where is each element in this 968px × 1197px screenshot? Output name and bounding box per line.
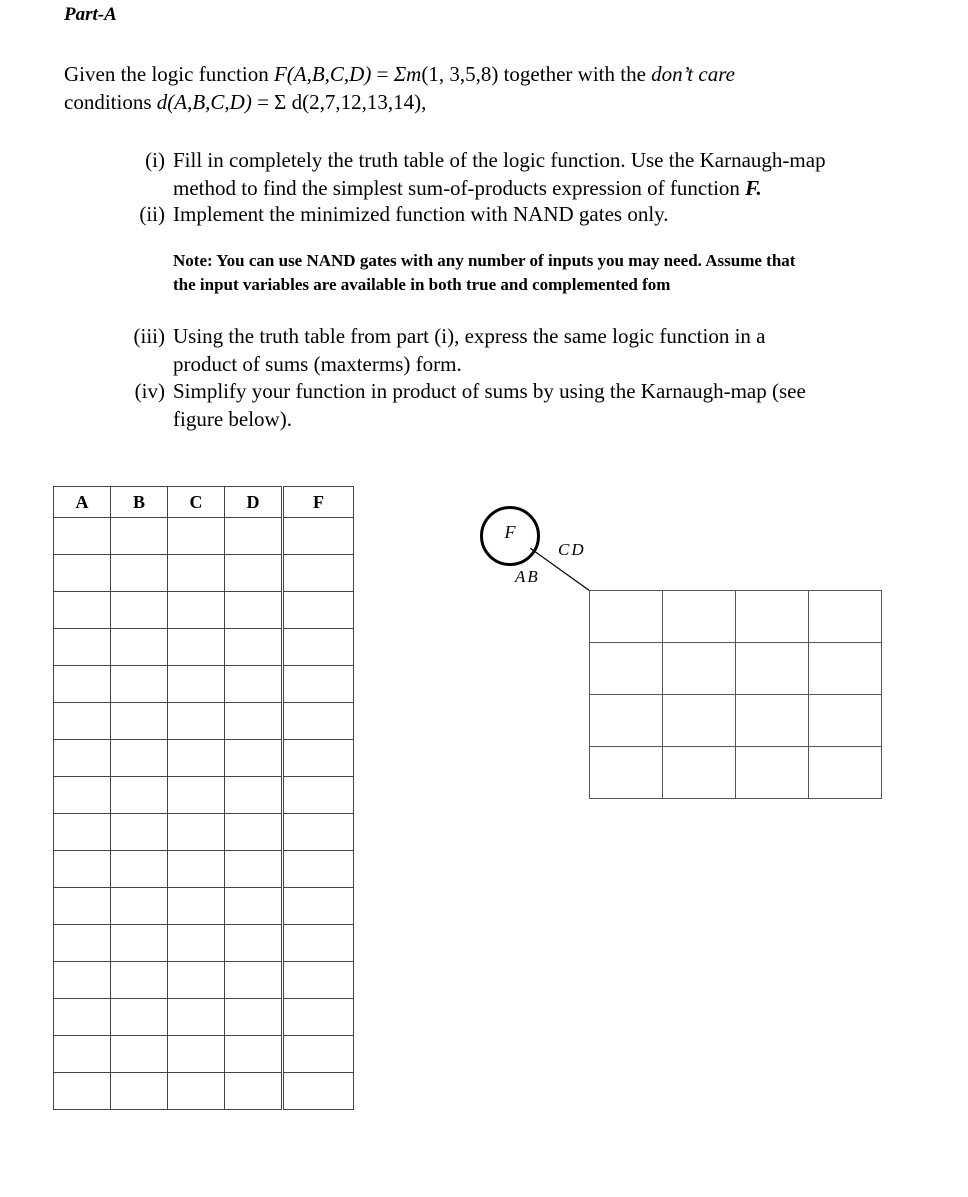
truth-table-row [54,1073,354,1110]
kmap-cell[interactable] [663,643,736,695]
kmap-cell[interactable] [736,643,809,695]
truth-table-cell[interactable] [225,777,283,814]
truth-table-cell[interactable] [54,1073,111,1110]
kmap-cell[interactable] [809,695,882,747]
kmap-cell[interactable] [736,591,809,643]
truth-table [53,486,354,1110]
truth-table-cell[interactable] [54,814,111,851]
given-text: conditions [64,90,157,114]
truth-table-cell[interactable] [168,999,225,1036]
kmap-cell[interactable] [590,591,663,643]
kmap-cell[interactable] [663,591,736,643]
truth-table-cell[interactable] [283,814,354,851]
function-expression: F(A,B,C,D) [273,62,372,86]
truth-table-cell[interactable] [225,814,283,851]
truth-table-cell[interactable] [283,592,354,629]
note-line: the input variables are available in both true and complemented fom [173,275,671,294]
given-line-1 [64,60,735,88]
truth-table-cell[interactable] [225,999,283,1036]
truth-table-cell[interactable] [225,666,283,703]
truth-table-cell[interactable] [168,888,225,925]
truth-table-cell[interactable] [225,629,283,666]
question-1-line-text: method to find the simplest sum-of-products expression of function [173,176,746,200]
function-name: F. [745,176,762,200]
truth-table-cell[interactable] [283,555,354,592]
truth-table-cell[interactable] [111,962,168,999]
kmap-column-variables: CD [558,540,586,559]
truth-table-cell[interactable] [168,925,225,962]
truth-table-row [54,814,354,851]
question-3-label: (iii) [133,324,165,348]
truth-table-cell[interactable] [54,1036,111,1073]
truth-table-cell[interactable] [168,851,225,888]
truth-table-cell[interactable] [111,814,168,851]
truth-table-cell[interactable] [111,666,168,703]
truth-table-cell[interactable] [168,703,225,740]
truth-table-row [54,592,354,629]
truth-table-cell[interactable] [225,703,283,740]
dont-care-function: d(A,B,C,D) [156,90,252,114]
truth-table-cell[interactable] [111,740,168,777]
truth-table-header-row [54,487,354,518]
sigma-symbol: Σm [393,62,422,86]
minterm-list: (1, 3,5,8) together with the [421,62,652,86]
header-d: D [225,487,283,518]
truth-table-cell[interactable] [54,666,111,703]
truth-table-cell[interactable] [111,703,168,740]
truth-table-cell[interactable] [168,555,225,592]
truth-table-cell[interactable] [54,851,111,888]
kmap-row [590,643,882,695]
header-b: B [111,487,168,518]
kmap-cell[interactable] [809,747,882,799]
kmap-cell[interactable] [590,695,663,747]
truth-table-cell[interactable] [283,777,354,814]
truth-table-cell[interactable] [283,1036,354,1073]
kmap-cell[interactable] [809,591,882,643]
truth-table-cell[interactable] [283,629,354,666]
truth-table-cell[interactable] [54,962,111,999]
dont-care-list: = Σ d(2,7,12,13,14), [251,90,427,114]
question-4-line: figure below). [173,407,292,431]
truth-table-cell[interactable] [111,1036,168,1073]
truth-table-row [54,777,354,814]
truth-table-cell[interactable] [283,962,354,999]
kmap-grid [589,590,882,799]
kmap-row [590,747,882,799]
truth-table-row [54,740,354,777]
truth-table-cell[interactable] [168,1036,225,1073]
truth-table-row [54,851,354,888]
dont-care-text: don’t care [651,62,735,86]
question-1-line [173,174,826,202]
given-text: = [371,62,394,86]
truth-table-cell[interactable] [54,703,111,740]
truth-table-cell[interactable] [54,518,111,555]
truth-table-cell[interactable] [54,925,111,962]
question-3-line: Using the truth table from part (i), express the same logic function in a [173,324,766,348]
truth-table-cell[interactable] [283,851,354,888]
truth-table-row [54,666,354,703]
truth-table-cell[interactable] [225,962,283,999]
truth-table-cell[interactable] [225,1036,283,1073]
truth-table-cell[interactable] [225,851,283,888]
truth-table-cell[interactable] [168,962,225,999]
given-text: Given the logic function [64,62,274,86]
kmap-cell[interactable] [663,695,736,747]
given-line-2 [64,88,735,116]
truth-table-cell[interactable] [54,888,111,925]
truth-table-cell[interactable] [111,777,168,814]
truth-table-cell[interactable] [111,555,168,592]
truth-table-cell[interactable] [168,814,225,851]
truth-table-cell[interactable] [225,555,283,592]
kmap-function-label: F [504,522,516,542]
truth-table-cell[interactable] [283,999,354,1036]
truth-table-cell[interactable] [168,1073,225,1110]
question-4-line: Simplify your function in product of sums by using the Karnaugh-map (see [173,379,806,403]
truth-table-cell[interactable] [225,888,283,925]
kmap-row [590,591,882,643]
truth-table-cell[interactable] [111,518,168,555]
truth-table-cell[interactable] [168,629,225,666]
question-4-label: (iv) [134,379,165,403]
truth-table-cell[interactable] [168,666,225,703]
truth-table-row [54,999,354,1036]
kmap-row [590,695,882,747]
truth-table-cell[interactable] [111,629,168,666]
truth-table-cell[interactable] [168,740,225,777]
truth-table-body [54,518,354,1110]
kmap-cell[interactable] [663,747,736,799]
truth-table-cell[interactable] [225,592,283,629]
question-1-label: (i) [145,148,165,172]
question-4-text [173,377,806,433]
truth-table-cell[interactable] [54,999,111,1036]
truth-table-row [54,962,354,999]
header-f: F [283,487,354,518]
truth-table-cell[interactable] [54,777,111,814]
truth-table-cell[interactable] [111,888,168,925]
note [173,249,795,297]
truth-table-cell[interactable] [111,592,168,629]
part-title: Part-A [64,4,117,25]
truth-table-cell[interactable] [283,925,354,962]
truth-table-cell[interactable] [225,925,283,962]
truth-table-cell[interactable] [111,851,168,888]
question-2-text: Implement the minimized function with NAND gates only. [173,202,669,226]
truth-table-cell[interactable] [111,999,168,1036]
truth-table-cell[interactable] [225,740,283,777]
truth-table-row [54,1036,354,1073]
truth-table-cell[interactable] [111,925,168,962]
truth-table-row [54,888,354,925]
truth-table-cell[interactable] [225,1073,283,1110]
truth-table-cell[interactable] [168,518,225,555]
truth-table-cell[interactable] [225,518,283,555]
truth-table-cell[interactable] [283,740,354,777]
truth-table-cell[interactable] [283,703,354,740]
truth-table-cell[interactable] [111,1073,168,1110]
truth-table-row [54,518,354,555]
kmap-cell[interactable] [736,747,809,799]
kmap-row-variables: AB [515,567,540,586]
truth-table-row [54,555,354,592]
kmap-cell[interactable] [736,695,809,747]
truth-table-cell[interactable] [168,777,225,814]
question-1-text [173,146,826,202]
problem-statement [64,60,735,116]
truth-table-cell[interactable] [283,888,354,925]
question-3-line: product of sums (maxterms) form. [173,352,462,376]
note-line: Note: You can use NAND gates with any number of inputs you may need. Assume that [173,251,796,270]
truth-table-cell[interactable] [283,518,354,555]
truth-table-row [54,629,354,666]
kmap-cell[interactable] [590,747,663,799]
truth-table-cell[interactable] [54,592,111,629]
truth-table-cell[interactable] [54,740,111,777]
truth-table-cell[interactable] [168,592,225,629]
header-a: A [54,487,111,518]
truth-table-cell[interactable] [283,666,354,703]
truth-table-cell[interactable] [283,1073,354,1110]
truth-table-cell[interactable] [54,629,111,666]
question-2-label: (ii) [139,202,165,226]
question-3-text [173,322,766,378]
kmap-cell[interactable] [809,643,882,695]
truth-table-row [54,703,354,740]
kmap-cell[interactable] [590,643,663,695]
question-1-line: Fill in completely the truth table of the logic function. Use the Karnaugh-map [173,148,826,172]
truth-table-cell[interactable] [54,555,111,592]
header-c: C [168,487,225,518]
truth-table-row [54,925,354,962]
